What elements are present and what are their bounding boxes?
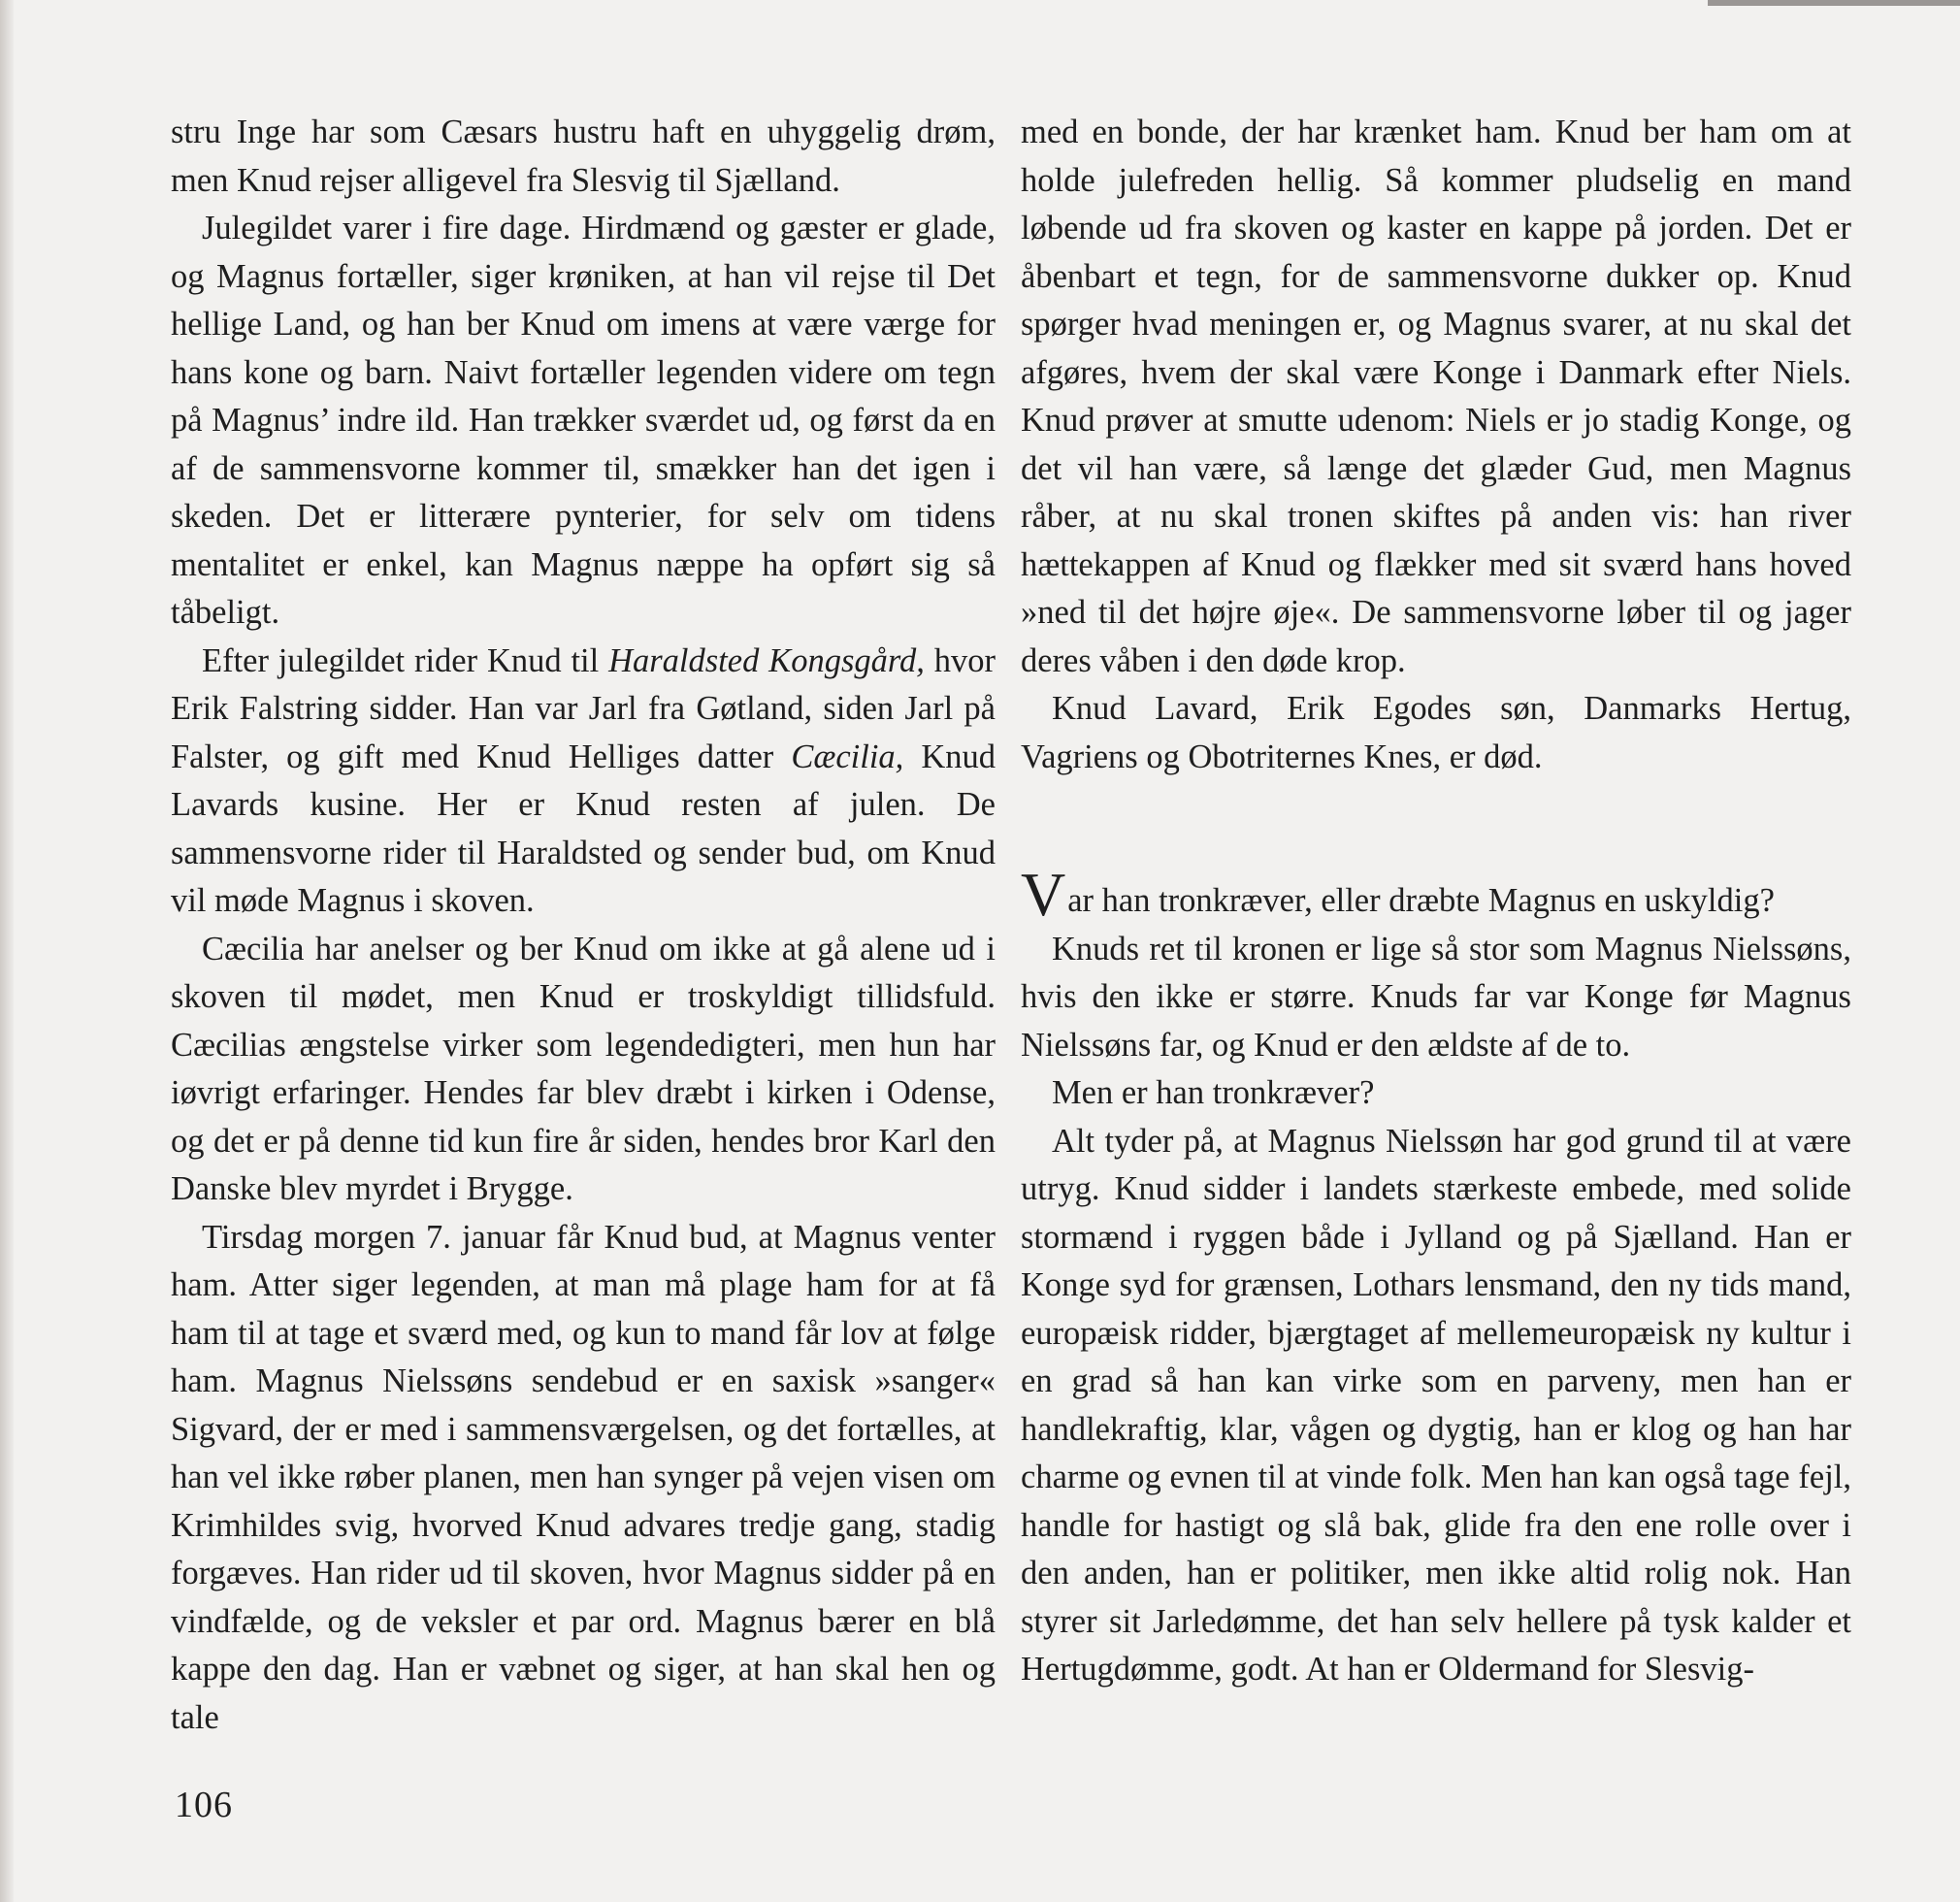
text-run: hvor Erik Falstring sidder. Han var Jarl fra Gøtland, siden Jarl på Falster, og gift med Knud Helliges datter [171,641,996,775]
text-run: Knud Lavards kusine. Her er Knud resten af julen. De sammensvorne rider til Haraldsted og sender bud, om Knud vil møde Magnus i skoven. [171,738,996,919]
paragraph: Knuds ret til kronen er lige så stor som Magnus Nielssøns, hvis den ikke er større. Knuds far var Konge før Magnus Nielssøns far, og Knud er den ældste af de to. [1021,930,1851,1064]
place-name: Haraldsted Kongsgård, [608,641,925,679]
paragraph: Cæcilia har anelser og ber Knud om ikke at gå alene ud i skoven til mødet, men Knud er troskyldigt tillidsfuld. Cæcilias ængstelse virker som legendedigteri, men hun har iøvrigt erfaringer. Hendes far blev dræbt i kirken i Odense, og det er på denne tid kun fire år siden, hendes bror Karl den Danske blev myrdet i Brygge. [171,930,996,1207]
paragraph [171,638,996,926]
text-run: Efter julegildet rider Knud til [202,641,609,679]
left-column [171,109,996,1742]
person-name: Cæcilia, [791,738,904,775]
paragraph: Men er han tronkræver? [1052,1074,1375,1111]
paragraph: Tirsdag morgen 7. januar får Knud bud, at Magnus venter ham. Atter siger legenden, at man må plage ham for at få ham til at tage et sværd med, og kun to mand får lov at følge ham. Magnus Nielssøns sendebud er en saxisk »sanger« Sigvard, der er med i sammensværgelsen, og det fortælles, at han vel ikke røber planen, men han synger på vejen visen om Krimhildes svig, hvorved Knud advares tredje gang, stadig forgæves. Han rider ud til skoven, hvor Magnus sidder på en vindfælde, og de veksler et par ord. Magnus bærer en blå kappe den dag. Han er væbnet og siger, at han skal hen og tale [171,1218,996,1736]
paragraph: Alt tyder på, at Magnus Nielssøn har god grund til at være utryg. Knud sidder i landets stærkeste embede, med solide stormænd i ryggen både i Jylland og på Sjælland. Han er Konge syd for grænsen, Lothars lensmand, den ny tids mand, europæisk ridder, bjærgtaget af mellemeuropæisk ny kultur i en grad så han kan virke som en parveny, men han er handlekraftig, klar, vågen og dygtig, han er klog og han har charme og evnen til at vinde folk. Men han kan også tage fejl, handle for hastigt og slå bak, glide fra den ene rolle over i den anden, han er politiker, men ikke altid rolig nok. Han styrer sit Jarledømme, det han selv hellere på tysk kalder et Hertugdømme, godt. At han er Oldermand for Slesvig- [1021,1122,1851,1688]
section-break [1021,781,1851,875]
initial-letter: V [1021,860,1066,929]
paragraph: Julegildet varer i fire dage. Hirdmænd og gæster er glade, og Magnus fortæller, siger krøniken, at han vil rejse til Det hellige Land, og han ber Knud om imens at være værge for hans kone og barn. Naivt fortæller legenden videre om tegn på Magnus’ indre ild. Han trækker sværdet ud, og først da en af de sammensvorne kommer til, smækker han det igen i skeden. Det er litterære pynterier, for selv om tidens mentalitet er enkel, kan Magnus næppe ha opført sig så tåbeligt. [171,210,996,631]
section-opening [1021,860,1851,929]
page-number: 106 [175,1785,233,1825]
paragraph: Knud Lavard, Erik Egodes søn, Danmarks Hertug, Vagriens og Obotriternes Knes, er død. [1021,690,1851,775]
paragraph: stru Inge har som Cæsars hustru haft en uhyggelig drøm, men Knud rejser alligevel fra Slesvig til Sjælland. [171,114,996,199]
paragraph: med en bonde, der har krænket ham. Knud ber ham om at holde julefreden hellig. Så kommer pludselig en mand løbende ud fra skoven og kaster en kappe på jorden. Det er åbenbart et tegn, for de sammensvorne dukker op. Knud spørger hvad meningen er, og Magnus svarer, at nu skal det afgøres, hvem der skal være Konge i Danmark efter Niels. Knud prøver at smutte udenom: Niels er jo stadig Konge, og det vil han være, så længe det glæder Gud, men Magnus råber, at nu skal tronen skiftes på anden vis: han river hættekappen af Knud og flækker med sit sværd hans hoved »ned til det højre øje«. De sammensvorne løber til og jager deres våben i den døde krop. [1021,114,1851,679]
right-column [1021,109,1851,1694]
text-run: ar han tronkræver, eller dræbte Magnus en uskyldig? [1067,882,1775,919]
